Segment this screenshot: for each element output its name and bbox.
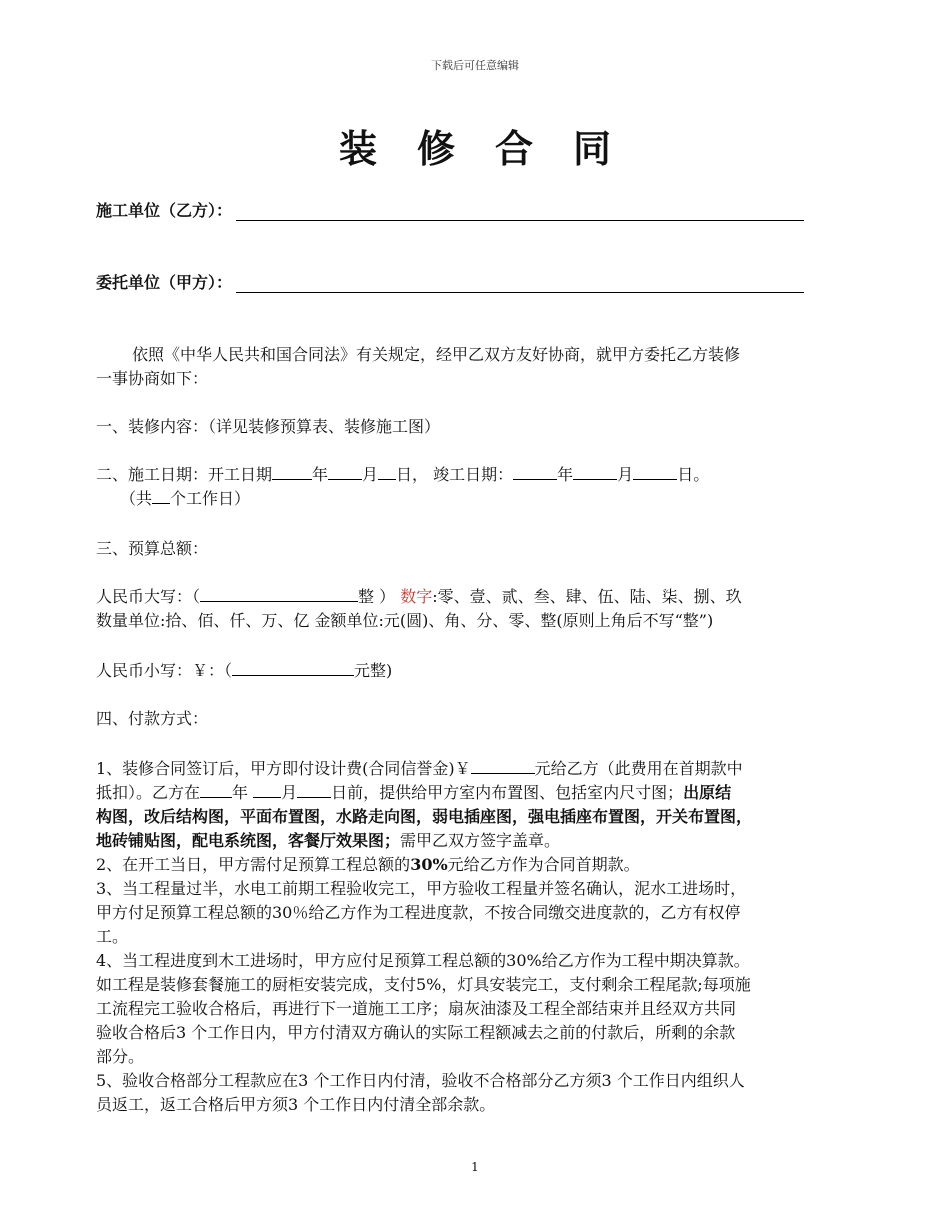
finish-day-blank: [633, 463, 677, 480]
month-label: 月: [362, 465, 379, 484]
units-list: 数量单位:拾、佰、仟、万、亿 金额单位:元(圆)、角、分、零、整(原则上角后不写“整”): [96, 611, 714, 630]
rmb-upper-blank: [200, 585, 358, 602]
rmb-lower-label: 人民币小写：￥：（: [96, 661, 233, 680]
item1-text-b: 元给乙方（此费用在首期款中: [534, 759, 743, 778]
page-title: 装修合同: [338, 126, 651, 171]
rmb-upper-label: 人民币大写：（: [96, 587, 201, 606]
item2-percent: 30%: [410, 855, 448, 874]
digits-label: 数字: [400, 587, 433, 606]
start-date-label: 二、施工日期：开工日期: [96, 465, 273, 484]
item5-line-2: 员返工，返工合格后甲方须3 个工作日内付清全部余款。: [96, 1095, 496, 1114]
month-label: 月: [281, 783, 298, 802]
plan-day-blank: [297, 781, 331, 798]
item1-bold-g: 出原结: [683, 783, 732, 802]
contractor-label: 施工单位（乙方）：: [96, 201, 233, 220]
item1-text-c: 抵扣）。乙方在: [96, 783, 201, 802]
plan-year-blank: [200, 781, 232, 798]
item3-line-2: 甲方付足预算工程总额的30％给乙方作为工程进度款，不按合同缴交进度款的，乙方有权停: [96, 903, 741, 922]
finish-year-blank: [513, 463, 557, 480]
item2-text-a: 2、在开工当日，甲方需付足预算工程总额的: [96, 855, 411, 874]
item4-line-5: 部分。: [96, 1047, 145, 1066]
intro-line-1: 依照《中华人民共和国合同法》有关规定，经甲乙双方友好协商，就甲方委托乙方装修: [132, 345, 741, 364]
contractor-blank-line: [236, 202, 804, 221]
item1-text-f: 日前，提供给甲方室内布置图、包括室内尺寸图；: [331, 783, 684, 802]
rmb-upper-suffix: 整 ）: [358, 587, 396, 606]
total-days-blank: [152, 487, 170, 504]
payment-items: [96, 757, 866, 1117]
rmb-lower-block: [96, 659, 866, 683]
start-year-blank: [272, 463, 312, 480]
payment-item-1: [96, 757, 866, 853]
rmb-upper-block: [96, 585, 866, 633]
item4-line-4: 验收合格后3 个工作日内，甲方付清双方确认的实际工程额减去之前的付款后，所剩的余款: [96, 1023, 736, 1042]
year-label: 年: [557, 465, 574, 484]
item1-bold-h: 构图，改后结构图，平面布置图，水路走向图，弱电插座图，强电插座布置图，开关布置图，: [96, 807, 753, 826]
page-number: 1: [471, 1160, 479, 1174]
digits-list: :零、壹、贰、叁、肆、伍、陆、柒、捌、玖: [432, 587, 742, 606]
section-1-content: 一、装修内容：（详见装修预算表、装修施工图）: [96, 417, 441, 436]
year-label: 年: [312, 465, 329, 484]
section-3-title: 三、预算总额：: [96, 539, 209, 558]
total-days-prefix: （共: [120, 489, 153, 508]
day-label: 日。: [677, 465, 710, 484]
payment-item-4: [96, 949, 866, 1069]
finish-month-blank: [573, 463, 617, 480]
rmb-lower-blank: [232, 659, 354, 676]
client-label: 委托单位（甲方）：: [96, 273, 233, 292]
client-party-row: [96, 270, 804, 293]
item4-line-2: 如工程是装修套餐施工的厨柜安装完成，支付5%，灯具安装完工，支付剩余工程尾款;每项施: [96, 975, 751, 994]
item5-line-1: 5、验收合格部分工程款应在3 个工作日内付清，验收不合格部分乙方须3 个工作日内组织人: [96, 1071, 745, 1090]
item1-text-j: 需甲乙双方签字盖章。: [400, 831, 561, 850]
item3-line-1: 3、当工程量过半，水电工前期工程验收完工，甲方验收工程量并签名确认，泥水工进场时，: [96, 879, 747, 898]
design-fee-blank: [471, 757, 535, 774]
section-2-line-1: [96, 463, 866, 487]
item1-text-a: 1、装修合同签订后，甲方即付设计费(合同信誉金)￥: [96, 759, 471, 778]
contractor-party-row: [96, 198, 804, 221]
plan-month-blank: [253, 781, 281, 798]
section-2-dates: [96, 463, 866, 511]
client-blank-line: [236, 274, 804, 293]
item3-line-3: 工。: [96, 927, 129, 946]
finish-date-label: 竣工日期：: [433, 465, 514, 484]
month-label: 月: [617, 465, 634, 484]
payment-item-2: [96, 853, 866, 877]
start-day-blank: [378, 463, 396, 480]
rmb-lower-suffix: 元整): [354, 661, 393, 680]
item1-bold-i: 地砖铺贴图，配电系统图，客餐厅效果图；: [96, 831, 401, 850]
intro-line-2: 一事协商如下：: [96, 369, 209, 388]
page-header-note: 下载后可任意编辑: [431, 59, 519, 72]
item4-line-1: 4、当工程进度到木工进场时，甲方应付足预算工程总额的30%给乙方作为工程中期决算款。: [96, 951, 750, 970]
total-days-suffix: 个工作日）: [170, 489, 251, 508]
intro-paragraph: [96, 343, 866, 391]
section-4-title: 四、付款方式：: [96, 709, 209, 728]
day-label: 日，: [396, 465, 429, 484]
item2-text-b: 元给乙方作为合同首期款。: [447, 855, 640, 874]
section-2-line-2: [96, 487, 866, 511]
year-label: 年: [232, 783, 249, 802]
rmb-upper-line-1: [96, 585, 866, 609]
payment-item-3: [96, 877, 866, 949]
item4-line-3: 工流程完工验收合格后，再进行下一道施工工序；扇灰油漆及工程全部结束并且经双方共同: [96, 999, 737, 1018]
payment-item-5: [96, 1069, 866, 1117]
start-month-blank: [328, 463, 362, 480]
